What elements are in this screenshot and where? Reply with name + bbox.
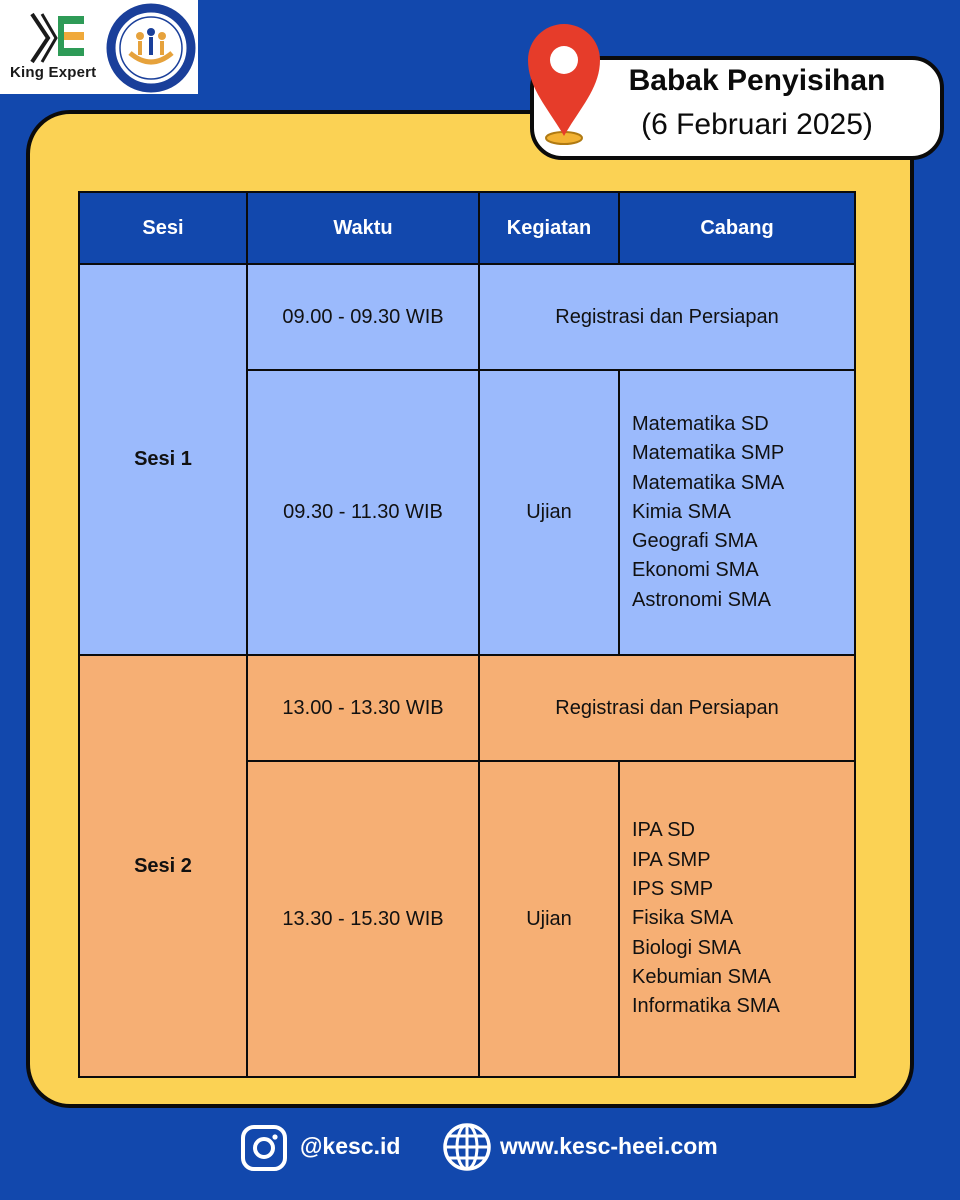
branch-item: Astronomi SMA (632, 588, 771, 611)
competition-seal-logo (106, 3, 196, 93)
branch-item: IPS SMP (632, 878, 714, 901)
activity-cell: Ujian (479, 370, 619, 655)
activity-cell: Registrasi dan Persiapan (479, 655, 855, 761)
table-row (79, 264, 855, 370)
branch-item: Informatika SMA (632, 995, 780, 1018)
schedule-table (78, 191, 856, 1078)
instagram-icon (240, 1124, 288, 1172)
column-header: Sesi (79, 192, 247, 264)
event-date: (6 Februari 2025) (641, 108, 873, 141)
branch-item: IPA SD (632, 819, 695, 842)
location-pin-icon (524, 20, 604, 148)
branch-list (619, 370, 855, 655)
website-link[interactable]: www.kesc-heei.com (500, 1133, 718, 1159)
time-cell: 09.00 - 09.30 WIB (247, 264, 479, 370)
table-header-row (79, 192, 855, 264)
activity-cell: Registrasi dan Persiapan (479, 264, 855, 370)
branch-list (619, 761, 855, 1077)
logo-area (0, 0, 198, 94)
time-cell: 13.00 - 13.30 WIB (247, 655, 479, 761)
branch-item: Kebumian SMA (632, 965, 771, 988)
branch-item: Fisika SMA (632, 907, 734, 930)
column-header: Waktu (247, 192, 479, 264)
branch-item: Geografi SMA (632, 530, 758, 553)
branch-item: Ekonomi SMA (632, 559, 759, 582)
branch-item: IPA SMP (632, 848, 711, 871)
session-name: Sesi 2 (79, 655, 247, 1077)
column-header: Kegiatan (479, 192, 619, 264)
time-cell: 13.30 - 15.30 WIB (247, 761, 479, 1077)
table-row (79, 655, 855, 761)
page-title: Babak Penyisihan (628, 64, 886, 97)
session-name: Sesi 1 (79, 264, 247, 655)
branch-item: Matematika SMP (632, 442, 785, 465)
branch-item: Matematika SD (632, 412, 769, 435)
branch-item: Biologi SMA (632, 936, 741, 959)
globe-icon (442, 1122, 492, 1172)
time-cell: 09.30 - 11.30 WIB (247, 370, 479, 655)
branch-item: Kimia SMA (632, 500, 731, 523)
activity-cell: Ujian (479, 761, 619, 1077)
column-header: Cabang (619, 192, 855, 264)
brand-name: King Expert (10, 64, 97, 81)
branch-item: Matematika SMA (632, 471, 785, 494)
instagram-handle-link[interactable]: @kesc.id (300, 1133, 401, 1159)
